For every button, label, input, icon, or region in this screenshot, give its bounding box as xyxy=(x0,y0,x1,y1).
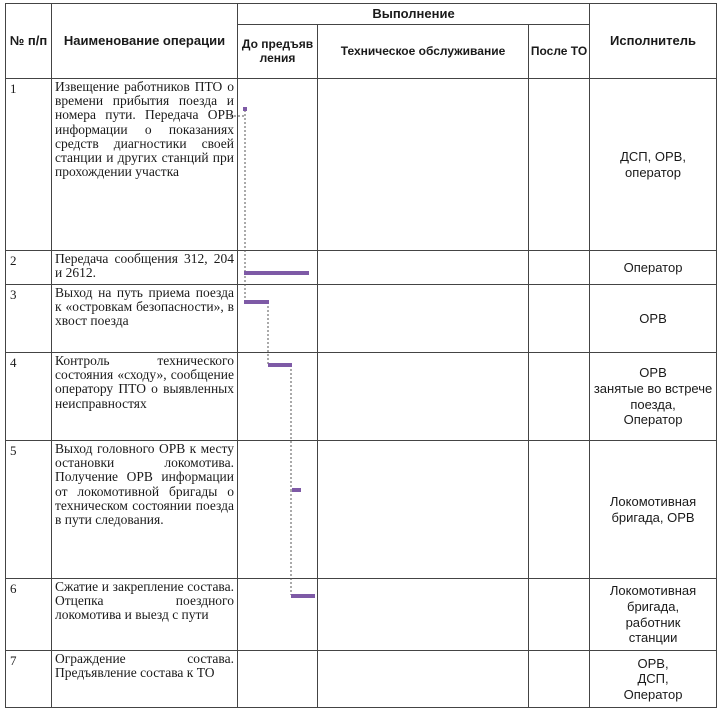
operation-name: Ограждение состава. Предъявление состава к ТО xyxy=(52,651,238,708)
operation-name: Передача сообщения 312, 204 и 2612. xyxy=(52,251,238,285)
executor-line: работник xyxy=(625,614,681,630)
header-maintenance: Техническое обслуживание xyxy=(318,25,529,79)
executor-line: ОРВ, xyxy=(637,655,669,671)
executor-cell xyxy=(590,79,717,251)
executor-line: Локомотивная xyxy=(609,493,697,509)
executor-line: станции xyxy=(628,630,678,646)
table-row xyxy=(6,441,717,579)
table-row xyxy=(6,79,717,251)
executor-line: занятые во встрече поезда, xyxy=(593,380,713,412)
table-row xyxy=(6,579,717,651)
executor-cell xyxy=(590,285,717,353)
header-before-presentation: До предъяв ления xyxy=(238,25,318,79)
header-execution: Выполнение xyxy=(238,4,590,25)
table-row xyxy=(6,285,717,353)
table-row xyxy=(6,651,717,708)
executor-line: Оператор xyxy=(623,686,683,702)
executor-line: бригада, xyxy=(627,598,680,614)
row-number: 1 xyxy=(6,79,52,251)
header-operation-name: Наименование операции xyxy=(52,4,238,79)
operation-name: Выход головного ОРВ к месту остановки локомотива. Получение ОРВ информации от локомотивной бригады о техническом состоянии поезда в пути следования. xyxy=(52,441,238,579)
executor-line: ОРВ xyxy=(639,365,667,381)
executor-line: оператор xyxy=(625,164,681,180)
row-number: 2 xyxy=(6,251,52,285)
executor-line: Локомотивная xyxy=(609,583,697,599)
row-number: 6 xyxy=(6,579,52,651)
table-row xyxy=(6,251,717,285)
row-number: 4 xyxy=(6,353,52,441)
row-number: 3 xyxy=(6,285,52,353)
header-executor: Исполнитель xyxy=(590,4,717,79)
executor-line: Оператор xyxy=(623,259,683,275)
executor-cell xyxy=(590,579,717,651)
executor-line: ДСП, ОРВ, xyxy=(620,148,686,164)
header-num: № п/п xyxy=(6,4,52,79)
operation-name: Сжатие и закрепление состава. Отцепка поездного локомотива и выезд с пути xyxy=(52,579,238,651)
row-number: 5 xyxy=(6,441,52,579)
executor-line: Оператор xyxy=(623,412,683,428)
operation-name: Контроль технического состояния «сходу», сообщение оператору ПТО о выявленных неисправностях xyxy=(52,353,238,441)
table-row xyxy=(6,353,717,441)
executor-cell xyxy=(590,353,717,441)
header-after-maintenance: После ТО xyxy=(529,25,590,79)
operation-name: Извещение работников ПТО о времени прибытия поезда и номера пути. Передача ОРВ информации о показаниях средств диагностики своей станции и других станций при прохождении участка xyxy=(52,79,238,251)
executor-line: бригада, ОРВ xyxy=(611,509,695,525)
executor-line: ОРВ xyxy=(639,310,667,326)
executor-cell xyxy=(590,251,717,285)
executor-cell xyxy=(590,441,717,579)
operations-table xyxy=(5,3,717,708)
row-number: 7 xyxy=(6,651,52,708)
operation-name: Выход на путь приема поезда к «островкам безопасности», в хвост поезда xyxy=(52,285,238,353)
executor-cell xyxy=(590,651,717,708)
executor-line: ДСП, xyxy=(637,671,669,687)
